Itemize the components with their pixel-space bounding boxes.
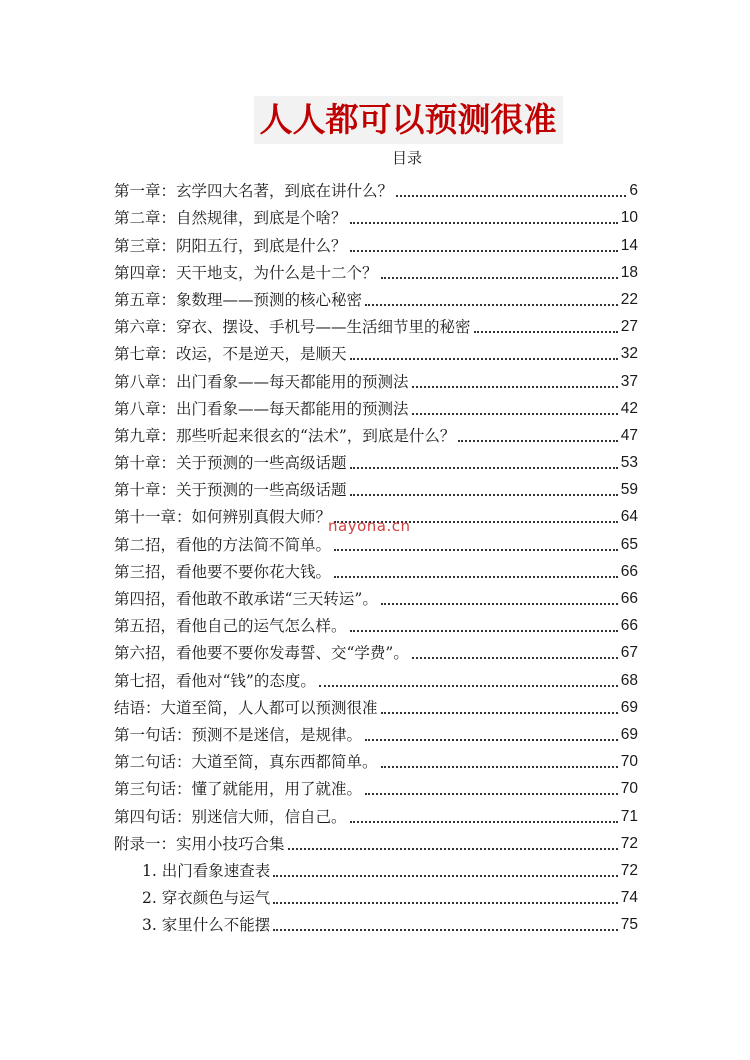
toc-entry-page: 71 [620, 807, 638, 825]
toc-dot-leader [350, 250, 618, 252]
toc-dot-leader [273, 902, 618, 904]
toc-entry-page: 18 [620, 263, 638, 281]
toc-entry-page: 10 [620, 209, 638, 227]
toc-entry-page: 75 [620, 916, 638, 934]
toc-entry[interactable] [114, 474, 638, 501]
toc-entry-page: 47 [620, 426, 638, 444]
toc-entry-page: 27 [620, 318, 638, 336]
toc-entry[interactable] [114, 257, 638, 284]
toc-entry[interactable] [114, 229, 638, 256]
toc-entry-label: 第十章：关于预测的一些高级话题 [114, 454, 347, 473]
toc-entry[interactable] [114, 447, 638, 474]
toc-entry-label: 第十一章：如何辨别真假大师？ [114, 508, 332, 527]
toc-entry-label: 第五招，看他自己的运气怎么样。 [114, 617, 347, 636]
toc-dot-leader [319, 685, 618, 687]
toc-entry[interactable] [114, 284, 638, 311]
toc-entry[interactable] [114, 610, 638, 637]
toc-entry-page: 65 [620, 535, 638, 553]
toc-entry-label: 第一章：玄学四大名著，到底在讲什么？ [114, 182, 394, 201]
toc-entry-label: 2. 穿衣颜色与运气 [142, 889, 271, 908]
toc-entry-label: 第九章：那些听起来很玄的“法术”，到底是什么？ [114, 426, 456, 445]
toc-dot-leader [412, 657, 618, 659]
toc-entry[interactable] [114, 719, 638, 746]
toc-dot-leader [350, 222, 618, 224]
toc-entry[interactable] [114, 828, 638, 855]
toc-dot-leader [350, 467, 618, 469]
toc-entry[interactable] [114, 393, 638, 420]
toc-entry-page: 53 [620, 454, 638, 472]
toc-entry-page: 72 [620, 861, 638, 879]
toc-entry[interactable] [114, 311, 638, 338]
toc-dot-leader [396, 195, 626, 197]
toc-dot-leader [350, 358, 618, 360]
document-title: 人人都可以预测很准 [254, 96, 563, 144]
toc-entry-label: 附录一：实用小技巧合集 [114, 834, 285, 853]
toc-entry-page: 74 [620, 889, 638, 907]
toc-dot-leader [350, 494, 618, 496]
title-container [0, 96, 750, 144]
toc-entry-label: 第七招，看他对“钱”的态度。 [114, 671, 316, 690]
toc-dot-leader [334, 549, 618, 551]
toc-entry-page: 66 [620, 562, 638, 580]
toc-entry-label: 第十章：关于预测的一些高级话题 [114, 481, 347, 500]
toc-dot-leader [365, 793, 618, 795]
toc-entry-page: 70 [620, 780, 638, 798]
toc-entry-label: 第五章：象数理——预测的核心秘密 [114, 290, 363, 309]
toc-heading: 目录 [391, 149, 422, 167]
toc-entry-label: 第三句话：懂了就能用，用了就准。 [114, 780, 363, 799]
toc-dot-leader [334, 576, 618, 578]
toc-entry-label: 第三章：阴阳五行，到底是什么？ [114, 236, 347, 255]
toc-entry-label: 第四章：天干地支，为什么是十二个？ [114, 263, 378, 282]
toc-entry[interactable] [114, 637, 638, 664]
toc-entry[interactable] [114, 800, 638, 827]
toc-dot-leader [412, 386, 618, 388]
toc-dot-leader [381, 712, 618, 714]
toc-entry[interactable] [114, 338, 638, 365]
toc-entry-label: 第二句话：大道至简，真东西都简单。 [114, 753, 378, 772]
toc-entry-page: 59 [620, 481, 638, 499]
toc-entry[interactable] [114, 773, 638, 800]
toc-entry-page: 37 [620, 372, 638, 390]
toc-entry-page: 69 [620, 725, 638, 743]
toc-entry[interactable] [114, 746, 638, 773]
toc-dot-leader [412, 413, 618, 415]
toc-entry[interactable] [114, 909, 638, 936]
toc-entry-label: 第八章：出门看象——每天都能用的预测法 [114, 372, 409, 391]
toc-entry[interactable] [114, 855, 638, 882]
toc-entry-page: 6 [629, 182, 638, 200]
toc-entry-page: 32 [620, 345, 638, 363]
toc-entry[interactable] [114, 692, 638, 719]
watermark: nayona.cn [328, 517, 411, 535]
toc-entry[interactable] [114, 664, 638, 691]
toc-dot-leader [350, 821, 618, 823]
toc-dot-leader [381, 766, 618, 768]
toc-dot-leader [288, 848, 618, 850]
toc-dot-leader [381, 277, 618, 279]
toc-entry-page: 68 [620, 671, 638, 689]
toc-entry-label: 第三招，看他要不要你花大钱。 [114, 562, 332, 581]
toc-entry[interactable] [114, 583, 638, 610]
toc-entry-page: 72 [620, 834, 638, 852]
toc-dot-leader [273, 875, 618, 877]
toc-dot-leader [365, 304, 618, 306]
toc-entry-label: 第七章：改运，不是逆天，是顺天 [114, 345, 347, 364]
toc-entry-label: 1. 出门看象速查表 [142, 861, 271, 880]
toc-entry-page: 14 [620, 236, 638, 254]
toc-entry[interactable] [114, 175, 638, 202]
toc-entry-label: 第四句话：别迷信大师，信自己。 [114, 807, 347, 826]
toc-entry-label: 第八章：出门看象——每天都能用的预测法 [114, 399, 409, 418]
toc-entry[interactable] [114, 556, 638, 583]
toc-dot-leader [474, 331, 618, 333]
toc-dot-leader [381, 603, 618, 605]
toc-entry-page: 69 [620, 698, 638, 716]
toc-entry-page: 66 [620, 590, 638, 607]
toc-entry-label: 第一句话：预测不是迷信，是规律。 [114, 725, 363, 744]
toc-entry-label: 第四招，看他敢不敢承诺“三天转运”。 [114, 590, 378, 608]
toc-entry[interactable] [114, 420, 638, 447]
toc-entry-page: 64 [620, 508, 638, 526]
toc-entry-page: 66 [620, 617, 638, 635]
toc-entry[interactable] [114, 202, 638, 229]
toc-dot-leader [365, 739, 618, 741]
toc-entry-page: 42 [620, 399, 638, 417]
toc-entry-label: 第六招，看他要不要你发毒誓、交“学费”。 [114, 644, 409, 663]
toc-entry-label: 第二招，看他的方法简不简单。 [114, 535, 332, 554]
toc-dot-leader [458, 440, 617, 442]
toc-entry-page: 70 [620, 753, 638, 771]
toc-entry-label: 第二章：自然规律，到底是个啥？ [114, 209, 347, 228]
toc-entry-label: 第六章：穿衣、摆设、手机号——生活细节里的秘密 [114, 318, 471, 337]
table-of-contents [114, 175, 638, 936]
toc-entry-page: 22 [620, 290, 638, 308]
toc-entry-label: 3. 家里什么不能摆 [142, 916, 271, 935]
toc-entry[interactable] [114, 882, 638, 909]
toc-entry-label: 结语：大道至简，人人都可以预测很准 [114, 698, 378, 717]
toc-dot-leader [273, 929, 618, 931]
toc-entry-page: 67 [620, 644, 638, 662]
toc-entry[interactable] [114, 365, 638, 392]
toc-dot-leader [350, 630, 618, 632]
